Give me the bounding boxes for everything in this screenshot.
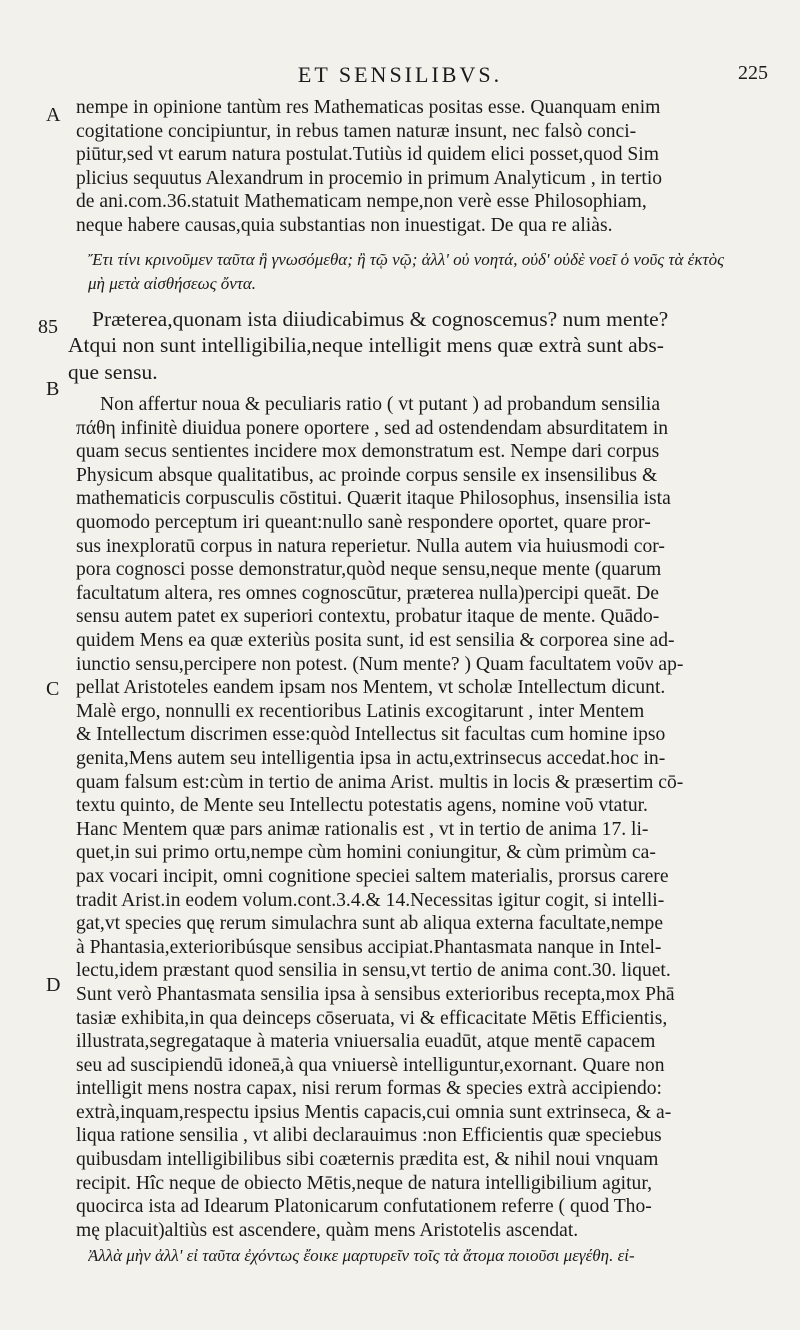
- text-line: genita,Mens autem seu intelligentia ipsa in actu,extrinsecus accedat.hoc in-: [76, 747, 666, 769]
- text-line: cogitatione concipiuntur, in rebus tamen naturæ insunt, nec falsò conci-: [76, 120, 637, 142]
- text-line: facultatum altera, res omnes cognoscūtur, præterea nulla)percipi queāt. De: [76, 582, 659, 604]
- body-text: [68, 96, 780, 1278]
- text-line: quidem Mens ea quæ exteriùs posita sunt, id est sensilia & corporea sine ad-: [76, 630, 675, 651]
- greek-line: Ἔτι τίνι κρινοῦμεν ταῦτα ἢ γνωσόμεθα; ἢ τῷ νῷ; ἀλλ' οὐ νοητά, οὐδ' οὐδὲ νοεῖ ὁ νοῦς τὰ ἐκτὸς: [88, 249, 724, 269]
- text-line: πάθη infinitè diuidua ponere oportere , sed ad ostendendam absurditatem in: [76, 417, 669, 439]
- text-line: pax vocari incipit, omni cognitione speciei saltem materialis, prorsus carere: [76, 865, 669, 887]
- text-line: Præterea,quonam ista diiudicabimus & cognoscemus? num mente?: [92, 306, 669, 331]
- greek-quotation-1: [88, 248, 780, 296]
- greek-quotation-2: [88, 1244, 780, 1268]
- text-line: Hanc Mentem quæ pars animæ rationalis est , vt in tertio de anima 17. li-: [76, 818, 649, 840]
- text-line: mathematicis corpusculis cōstitui. Quærit itaque Philosophus, insensilia ista: [76, 488, 671, 510]
- text-line: iunctio sensu,percipere non potest. (Num mente? ) Quam facultatem νοῦν ap-: [76, 653, 684, 675]
- margin-line-number: 85: [38, 316, 58, 338]
- text-line: Malè ergo, nonnulli ex recentioribus Latinis excogitarunt , inter Mentem: [76, 700, 645, 722]
- text-line: sus inexploratū corpus in natura reperietur. Nulla autem via huiusmodi cor-: [76, 535, 665, 557]
- margin-letter-c: C: [46, 678, 60, 700]
- text-line: intelligit mens nostra capax, nisi rerum formas & species extrà accipiendo:: [76, 1078, 662, 1100]
- text-line: seu ad suscipiendū idoneā,à qua vniuersè intelliguntur,exornant. Quare non: [76, 1054, 665, 1076]
- text-line: quet,in sui primo ortu,nempe cùm homini coniungitur, & cùm primùm ca-: [76, 842, 656, 864]
- running-title: ET SENSILIBVS.: [297, 62, 503, 87]
- text-line: que sensu.: [68, 359, 158, 384]
- text-line: quam falsum est:cùm in tertio de anima Arist. multis in locis & præsertim cō-: [76, 771, 684, 793]
- greek-line: μὴ μετὰ αἰσθήσεως ὄντα.: [88, 273, 257, 293]
- text-line: quibusdam intelligibilibus sibi coæternis prædita est, & nihil noui vnquam: [76, 1149, 659, 1171]
- text-line: extrà,inquam,respectu ipsius Mentis capacis,cui omnia sunt extrinseca, & a-: [76, 1101, 672, 1123]
- text-line: recipit. Hîc neque de obiecto Mētis,neque de natura intelligibilium agitur,: [76, 1172, 652, 1194]
- greek-line: Ἀλλὰ μὴν ἀλλ' εἰ ταῦτα ἐχόντως ἔοικε μαρτυρεῖν τοῖς τὰ ἄτομα ποιοῦσι μεγέθη. εἰ-: [88, 1246, 635, 1266]
- text-line: Atqui non sunt intelligibilia,neque intelligit mens quæ extrà sunt abs-: [68, 333, 664, 358]
- text-line: illustrata,segregataque à materia vniuersalia euadūt, atque mentē capacem: [76, 1031, 656, 1053]
- text-line: tradit Arist.in eodem volum.cont.3.4.& 14.Necessitas igitur cogit, si intelli-: [76, 889, 665, 911]
- paragraph-3: [76, 393, 780, 1242]
- text-line: Physicum absque qualitatibus, ac proinde corpus sensile ex insensilibus &: [76, 464, 658, 486]
- text-line: quocirca ista ad Idearum Platonicarum confutationem referre ( quod Tho-: [76, 1196, 652, 1218]
- margin-letter-d: D: [46, 974, 61, 996]
- text-line: & Intellectum discrimen esse:quòd Intellectus sit facultas cum homine ipso: [76, 724, 666, 746]
- text-line: pora cognosci posse demonstratur,quòd neque sensu,neque mente (quarum: [76, 559, 662, 581]
- text-line: liqua ratione sensilia , vt alibi declarauimus :non Efficientis quæ speciebus: [76, 1125, 662, 1147]
- text-line: piūtur,sed vt earum natura postulat.Tutiùs id quidem elici posset,quod Sim: [76, 144, 659, 166]
- text-line: tasiæ exhibita,in qua deinceps cōseruata, vi & efficacitate Mētis Efficientis,: [76, 1007, 668, 1029]
- margin-letter-b: B: [46, 378, 60, 400]
- text-line: nempe in opinione tantùm res Mathematicas positas esse. Quanquam enim: [76, 97, 661, 118]
- text-line: lectu,idem præstant quod sensilia in sensu,vt tertio de anima cont.30. liquet.: [76, 960, 671, 982]
- text-line: textu quinto, de Mente seu Intellectu potestatis agens, nomine νοῦ vtatur.: [76, 795, 648, 817]
- text-line: gat,vt species quę rerum simulachra sunt ab aliqua externa facultate,nempe: [76, 913, 664, 935]
- paragraph-1: [76, 96, 780, 238]
- text-line: plicius sequutus Alexandrum in procemio in primum Analyticum , in tertio: [76, 167, 663, 189]
- text-line: neque habere causas,quia substantias non inuestigat. De qua re aliàs.: [76, 214, 613, 236]
- paragraph-2: [68, 306, 780, 386]
- text-line: sensu autem patet ex superiori contextu, probatur itaque de mente. Quādo-: [76, 606, 660, 628]
- text-line: Sunt verò Phantasmata sensilia ipsa à sensibus exterioribus recepta,mox Phā: [76, 983, 675, 1005]
- text-line: de ani.com.36.statuit Mathematicam nempe,non verè esse Philosophiam,: [76, 191, 647, 213]
- text-line: quomodo perceptum iri queant:nullo sanè respondere oportet, quare pror-: [76, 512, 651, 534]
- text-line: pellat Aristoteles eandem ipsam nos Mentem, vt scholæ Intellectum dicunt.: [76, 677, 666, 699]
- text-line: à Phantasia,exterioribúsque sensibus accipiat.Phantasmata nanque in Intel-: [76, 936, 662, 958]
- margin-letter-a: A: [46, 104, 61, 126]
- text-line: quam secus sentientes incidere mox demonstratum est. Nempe dari corpus: [76, 441, 660, 463]
- text-line: mę placuit)altiùs est ascendere, quàm mens Aristotelis ascendat.: [76, 1219, 579, 1241]
- text-line: Non affertur noua & peculiaris ratio ( vt putant ) ad probandum sensilia: [100, 394, 661, 416]
- page-number: 225: [738, 62, 768, 84]
